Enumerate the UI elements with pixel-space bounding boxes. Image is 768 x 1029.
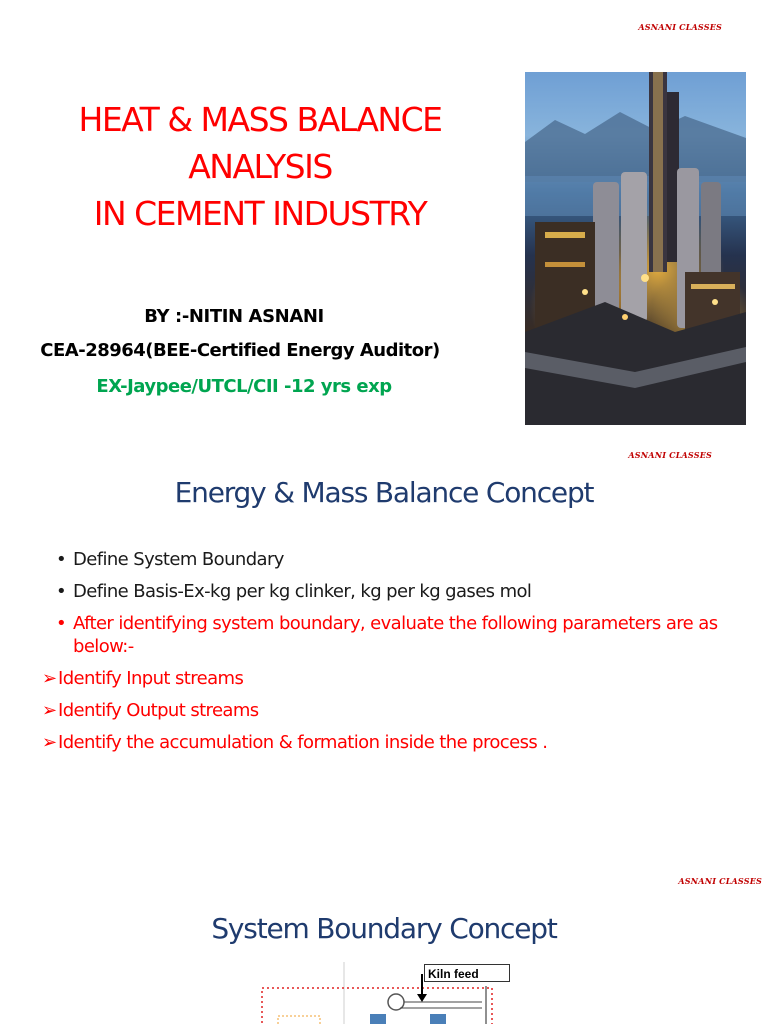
system-boundary-diagram <box>250 956 550 1024</box>
arrow-item <box>42 731 746 754</box>
arrow-text: Identify the accumulation & formation inside the process . <box>58 732 548 753</box>
bullet-text: Define System Boundary <box>73 549 284 570</box>
bullet-text: Define Basis-Ex-kg per kg clinker, kg per kg gases mol <box>73 581 532 602</box>
bullet-item <box>56 548 746 571</box>
arrow-text: Identify Input streams <box>58 668 244 689</box>
cement-plant-photo <box>525 72 746 425</box>
title-slide <box>0 0 768 440</box>
author-line: BY :-NITIN ASNANI <box>144 306 324 327</box>
slide-title: System Boundary Concept <box>211 912 557 945</box>
title-line-3: IN CEMENT INDUSTRY <box>93 194 427 233</box>
slide-title: Energy & Mass Balance Concept <box>174 476 594 509</box>
bullet-item <box>56 612 746 658</box>
presentation-title <box>20 96 500 237</box>
arrow-bullet-icon: ➢ <box>42 732 57 753</box>
title-line-2: ANALYSIS <box>188 147 332 186</box>
bullet-icon: • <box>56 581 67 602</box>
kiln-feed-label: Kiln feed <box>424 964 510 982</box>
concept-slide <box>0 440 768 860</box>
watermark: ASNANI CLASSES <box>638 22 722 32</box>
arrow-item <box>42 667 746 690</box>
bullet-icon: • <box>56 549 67 570</box>
certification-line: CEA-28964(BEE-Certified Energy Auditor) <box>40 340 440 361</box>
bullet-text: After identifying system boundary, evaluate the following parameters are as below:- <box>73 613 718 657</box>
bullet-item <box>56 580 746 603</box>
watermark: ASNANI CLASSES <box>678 876 762 886</box>
arrow-item <box>42 699 746 722</box>
system-boundary-slide <box>0 860 768 1024</box>
plant-silhouette-image <box>525 72 746 425</box>
watermark: ASNANI CLASSES <box>628 450 712 460</box>
arrow-bullet-icon: ➢ <box>42 700 57 721</box>
arrow-bullet-icon: ➢ <box>42 668 57 689</box>
title-line-1: HEAT & MASS BALANCE <box>78 100 442 139</box>
arrow-text: Identify Output streams <box>58 700 259 721</box>
bullet-list <box>42 548 746 763</box>
experience-line: EX-Jaypee/UTCL/CII -12 yrs exp <box>96 376 392 397</box>
bullet-icon: • <box>56 613 67 634</box>
